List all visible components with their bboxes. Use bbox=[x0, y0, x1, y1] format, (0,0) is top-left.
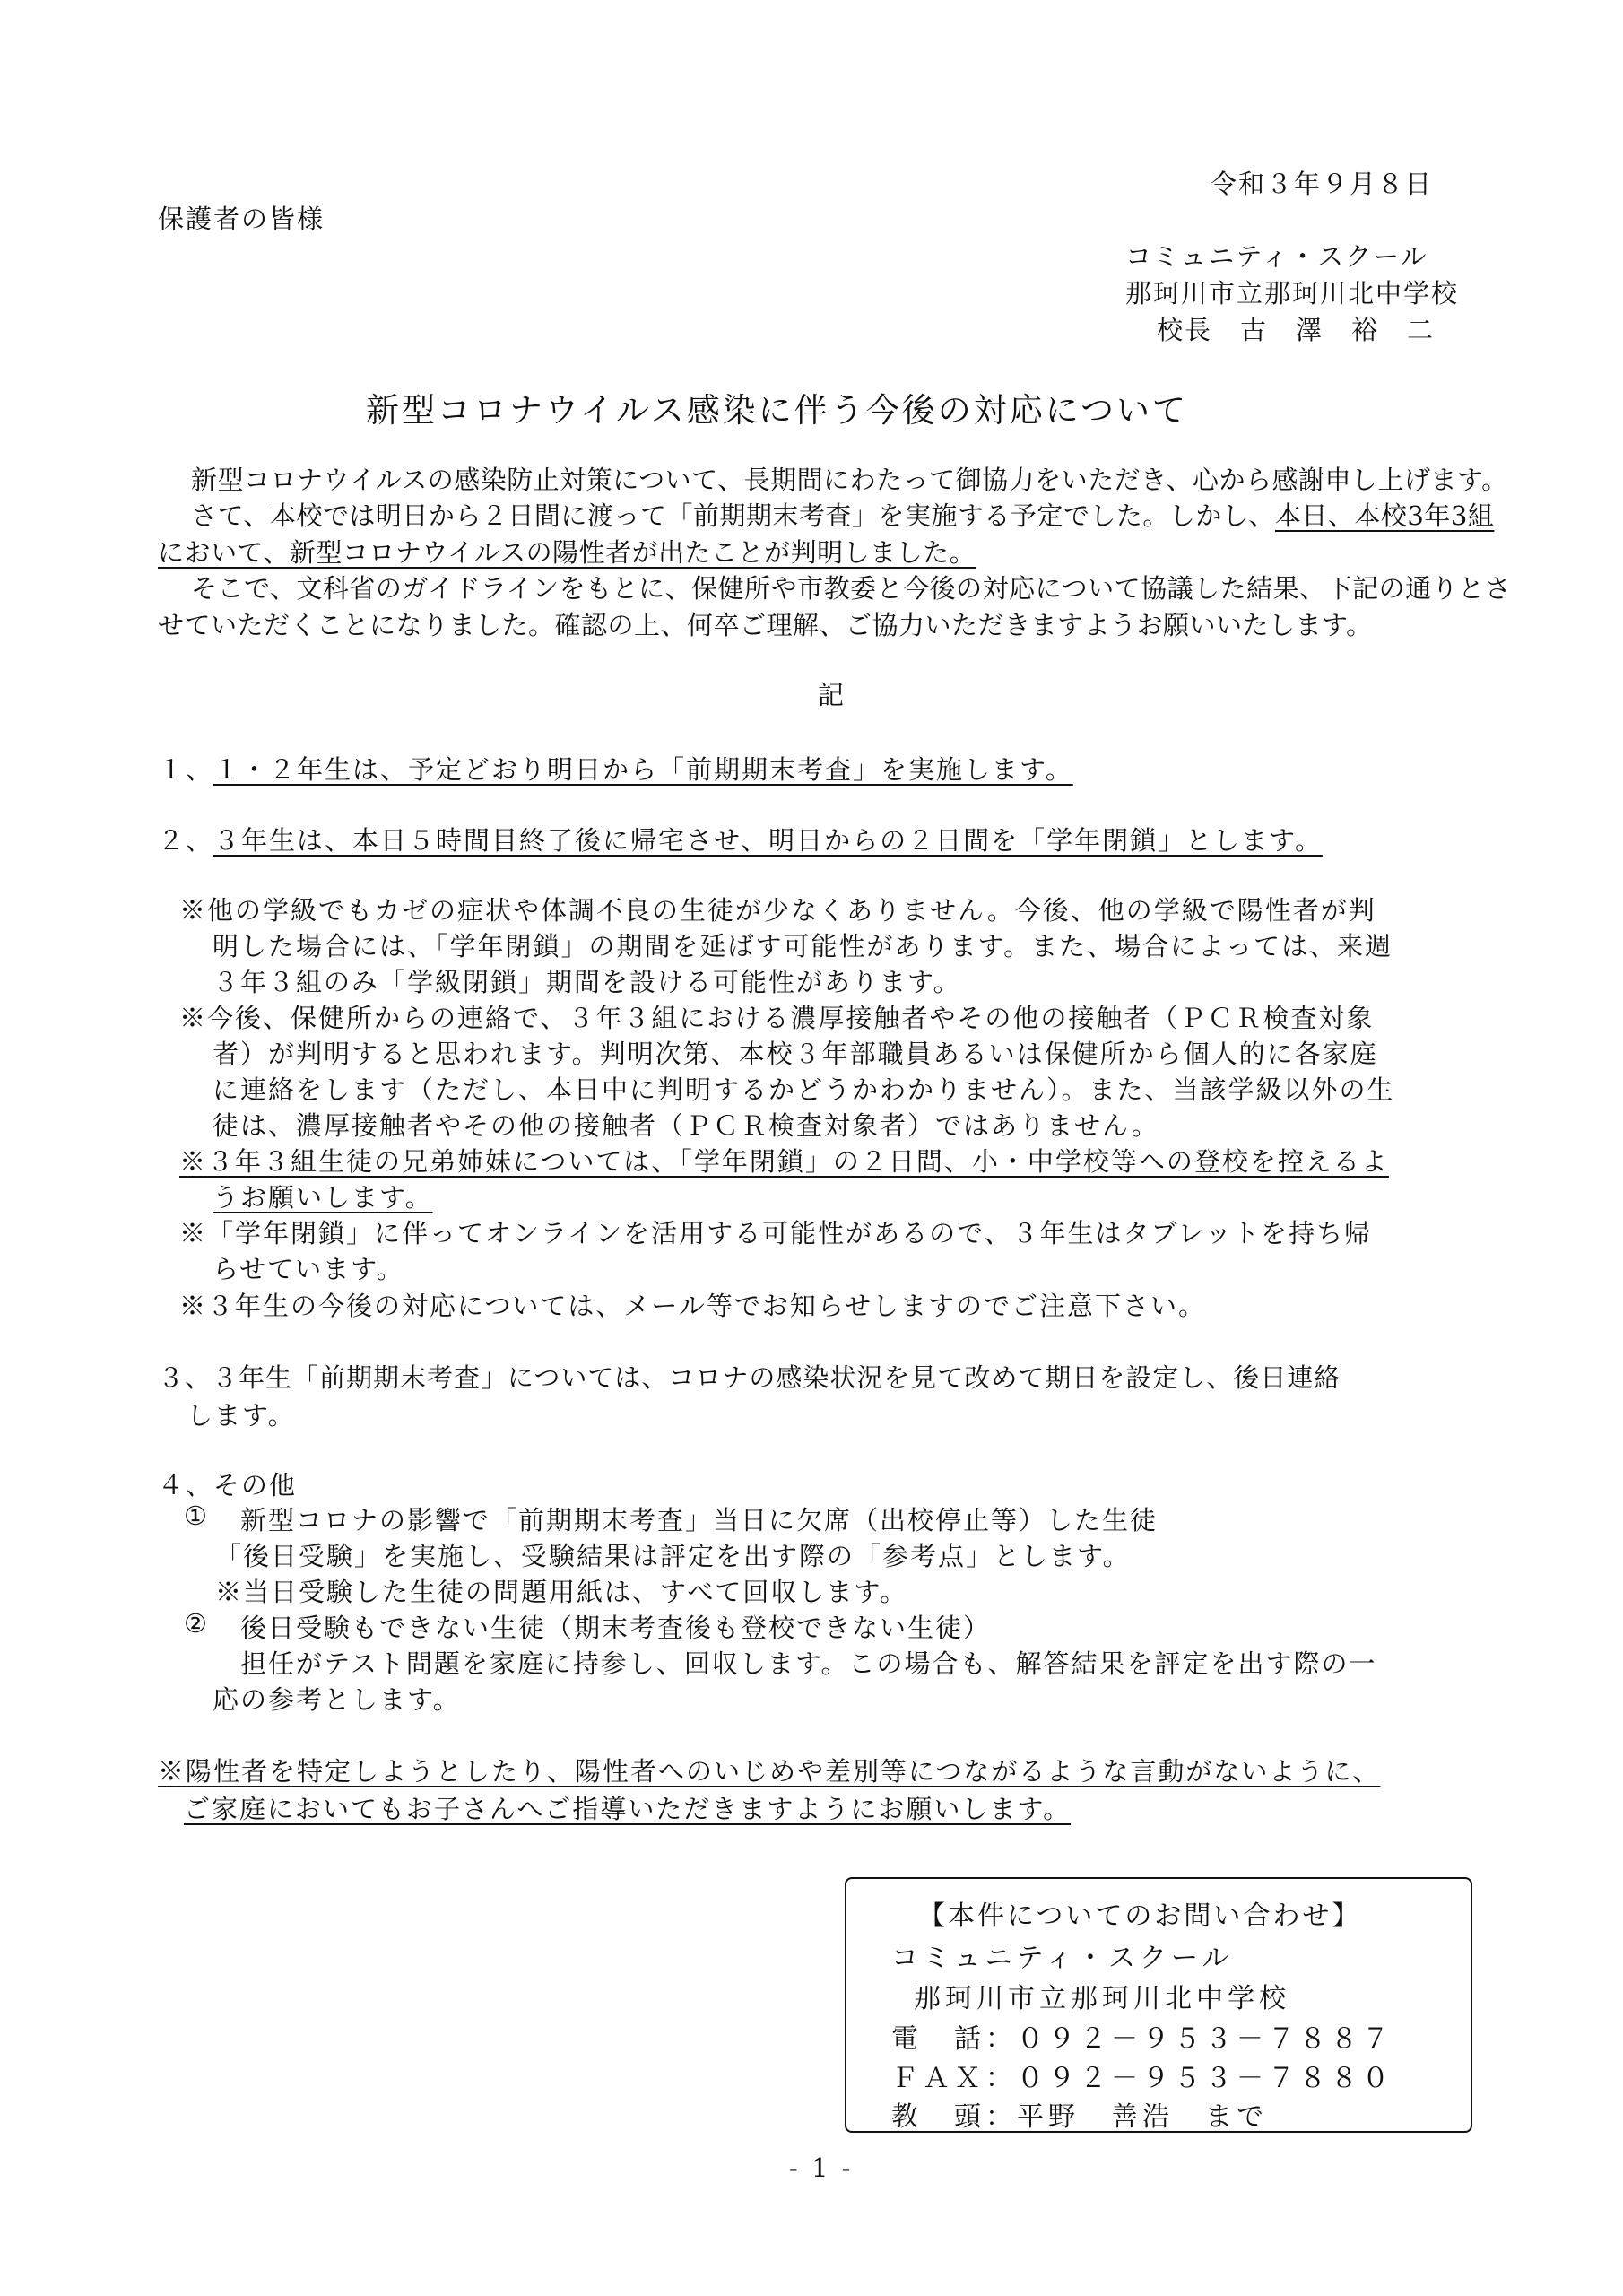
item-4-2-line-3: 応の参考とします。 bbox=[213, 1684, 461, 1715]
intro-line-2-text: さて、本校では明日から２日間に渡って「前期期末考査」を実施する予定でした。しかし、 bbox=[191, 500, 1275, 531]
item-4-circle-1: ① bbox=[184, 1500, 209, 1531]
contact-telephone: 電 話：０９２－９５３－７８８７ bbox=[891, 2023, 1393, 2055]
note-2-line-1: ※今後、保健所からの連絡で、３年３組における濃厚接触者やその他の接触者（ＰＣＲ検査対象 bbox=[179, 1003, 1375, 1033]
intro-line-1: 新型コロナウイルスの感染防止対策について、長期間にわたって御協力をいただき、心から感謝申し上げます。 bbox=[191, 465, 1508, 495]
contact-fax: ＦＡＸ：０９２－９５３－７８８０ bbox=[891, 2063, 1393, 2094]
note-4-line-1: ※「学年閉鎖」に伴ってオンラインを活用する可能性があるので、３年生はタブレットを持ち帰 bbox=[179, 1218, 1373, 1248]
note-1-line-2: 明した場合には、「学年閉鎖」の期間を延ばす可能性があります。また、場合によっては、来週 bbox=[213, 931, 1393, 961]
contact-person: 教 頭：平野 善浩 まで bbox=[891, 2101, 1268, 2133]
contact-heading: 【本件についてのお問い合わせ】 bbox=[918, 1900, 1362, 1932]
item-4-1-line-1: 新型コロナの影響で「前期期末考査」当日に欠席（出校停止等）した生徒 bbox=[240, 1505, 1159, 1535]
item-3-line-1: ３、３年生「前期期末考査」については、コロナの感染状況を見て改めて期日を設定し、後日連絡 bbox=[158, 1362, 1341, 1393]
item-1 bbox=[158, 750, 1073, 787]
item-4-1-line-3: ※当日受験した生徒の問題用紙は、すべて回収します。 bbox=[215, 1577, 908, 1607]
item-2-text: ３年生は、本日５時間目終了後に帰宅させ、明日からの２日間を「学年閉鎖」とします。 bbox=[213, 825, 1323, 856]
intro-line-3: において、新型コロナウイルスの陽性者が出たことが判明しました。 bbox=[158, 537, 976, 568]
note-2-line-3: に連絡をします（ただし、本日中に判明するかどうかわかりません）。また、当該学級以外の生 bbox=[213, 1074, 1395, 1105]
item-2-number: ２、 bbox=[158, 825, 214, 856]
intro-line-2 bbox=[191, 496, 1494, 533]
sender-organization: コミュニティ・スクール bbox=[1125, 241, 1428, 272]
sender-school: 那珂川市立那珂川北中学校 bbox=[1125, 278, 1460, 309]
item-4-circle-2: ② bbox=[184, 1608, 209, 1639]
item-1-text: １・２年生は、予定どおり明日から「前期期末考査」を実施します。 bbox=[213, 754, 1073, 785]
contact-organization: コミュニティ・スクール bbox=[891, 1943, 1234, 1974]
final-note-line-2: ご家庭においてもお子さんへご指導いただきますようにお願いします。 bbox=[184, 1794, 1072, 1824]
sender-principal: 校長 古 澤 裕 二 bbox=[1157, 315, 1436, 345]
item-4-2-line-1: 後日受験もできない生徒（期末考査後も登校できない生徒） bbox=[240, 1613, 992, 1643]
intro-line-5: せていただくことになりました。確認の上、何卒ご理解、ご協力いただきますようお願いいたします。 bbox=[158, 610, 1373, 640]
page-number: - 1 - bbox=[789, 2152, 854, 2183]
addressee: 保護者の皆様 bbox=[158, 204, 325, 234]
note-4-line-2: らせています。 bbox=[213, 1254, 404, 1284]
contact-box bbox=[845, 1877, 1472, 2133]
note-1-line-1: ※他の学級でもカゼの症状や体調不良の生徒が少なくありません。今後、他の学級で陽性者が判 bbox=[179, 895, 1376, 926]
contact-school: 那珂川市立那珂川北中学校 bbox=[914, 1983, 1290, 2014]
ki-heading: 記 bbox=[818, 680, 846, 710]
intro-line-2-underlined: 本日、本校3年3組 bbox=[1274, 500, 1495, 531]
final-note-line-1: ※陽性者を特定しようとしたり、陽性者へのいじめや差別等につながるような言動がないように、 bbox=[158, 1756, 1381, 1787]
note-2-line-4: 徒は、濃厚接触者やその他の接触者（ＰＣＲ検査対象者）ではありません。 bbox=[213, 1110, 1159, 1141]
note-2-line-2: 者）が判明すると思われます。判明次第、本校３年部職員あるいは保健所から個人的に各家庭 bbox=[213, 1039, 1378, 1069]
page-title: 新型コロナウイルス感染に伴う今後の対応について bbox=[366, 391, 1189, 430]
item-4-heading: ４、その他 bbox=[158, 1470, 298, 1500]
document-date: 令和３年９月８日 bbox=[1211, 169, 1434, 199]
note-3-line-1: ※３年３組生徒の兄弟姉妹については、「学年閉鎖」の２日間、小・中学校等への登校を控えるよ bbox=[179, 1146, 1389, 1177]
item-1-number: １、 bbox=[158, 754, 214, 785]
item-4-1-line-2: 「後日受験」を実施し、受験結果は評定を出す際の「参考点」とします。 bbox=[215, 1541, 1131, 1571]
note-1-line-3: ３年３組のみ「学級閉鎖」期間を設ける可能性があります。 bbox=[213, 967, 961, 997]
item-2 bbox=[158, 821, 1323, 857]
note-3-line-2: うお願いします。 bbox=[213, 1182, 433, 1213]
item-3-line-2: します。 bbox=[187, 1400, 296, 1431]
item-4-2-line-2: 担任がテスト問題を家庭に持参し、回収します。この場合も、解答結果を評定を出す際の一 bbox=[240, 1648, 1377, 1679]
intro-line-4: そこで、文科省のガイドラインをもとに、保健所や市教委と今後の対応について協議した結果、下記の通りとさ bbox=[191, 573, 1512, 604]
note-5-line-1: ※３年生の今後の対応については、メール等でお知らせしますのでご注意下さい。 bbox=[179, 1291, 1206, 1321]
